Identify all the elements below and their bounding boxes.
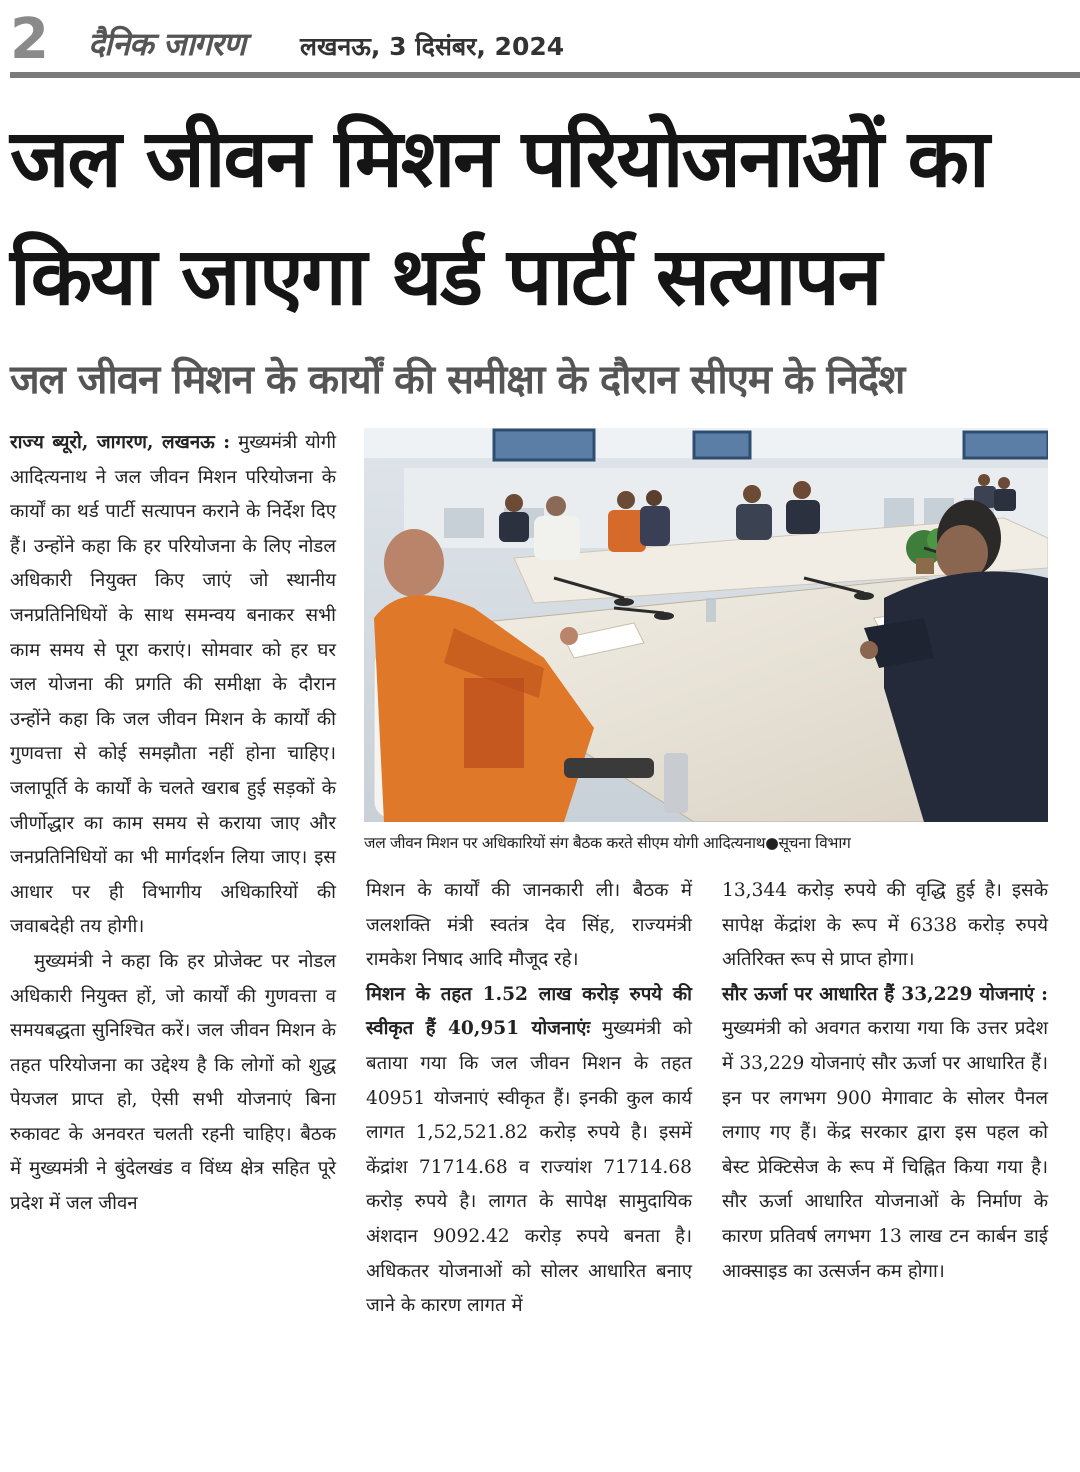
subheading-sanctioned-schemes: मिशन के तहत 1.52 लाख करोड़ रुपये की स्वीकृत हैं 40,951 योजनाएंः xyxy=(366,983,692,1040)
photo-caption: जल जीवन मिशन पर अधिकारियों संग बैठक करते सीएम योगी आदित्यनाथ●सूचना विभाग xyxy=(364,834,851,852)
masthead-rule xyxy=(10,72,1080,78)
headline-line-1: जल जीवन मिशन परियोजनाओं का xyxy=(10,112,988,205)
meeting-photo-illustration xyxy=(364,428,1048,822)
article-column-2 xyxy=(366,874,692,1324)
byline: राज्य ब्यूरो, जागरण, लखनऊ : xyxy=(10,432,231,453)
subheadline: जल जीवन मिशन के कार्यों की समीक्षा के दौरान सीएम के निर्देश xyxy=(10,357,905,403)
headline xyxy=(10,100,1070,336)
article-column-1 xyxy=(10,426,336,1222)
meeting-photo xyxy=(364,428,1048,822)
paragraph-2: मुख्यमंत्री ने कहा कि हर प्रोजेक्ट पर नोडल अधिकारी नियुक्त हों, जो कार्यों की गुणवत्ता व समयबद्धता सुनिश्चित करें। जल जीवन मिशन के तहत परियोजना का उद्देश्य है कि लोगों को शुद्ध पेयजल प्राप्त हो, ऐसी सभी योजनाएं बिना रुकावट के अनवरत चलती रहनी चाहिए। बैठक में मुख्यमंत्री ने बुंदेलखंड व विंध्य क्षेत्र सहित पूरे प्रदेश में जल जीवन xyxy=(10,950,336,1215)
page-number: 2 xyxy=(10,7,49,72)
masthead xyxy=(0,0,1080,78)
newspaper-logo: दैनिक जागरण xyxy=(88,25,246,63)
article-column-3 xyxy=(722,874,1048,1289)
paragraph-1: मुख्यमंत्री योगी आदित्यनाथ ने जल जीवन मिशन परियोजना के कार्यों का थर्ड पार्टी सत्यापन कराने के निर्देश दिए हैं। उन्होंने कहा कि हर परियोजना के लिए नोडल अधिकारी नियुक्त किए जाएं जो स्थानीय जनप्रतिनिधियों के साथ समन्वय बनाकर सभी काम समय से पूरा कराएं। सोमवार को हर घर जल योजना की प्रगति की समीक्षा के दौरान उन्होंने कहा कि जल जीवन मिशन के कार्यों की गुणवत्ता से कोई समझौता नहीं होना चाहिए। जलापूर्ति के कार्यों के चलते खराब हुई सड़कों के जीर्णोद्धार का काम समय से कराया जाए और जनप्रतिनिधियों का भी मार्गदर्शन लिया जाए। इस आधार पर ही विभागीय अधिकारियों की जवाबदेही तय होगी। xyxy=(10,432,337,938)
paragraph-3: मिशन के कार्यों की जानकारी ली। बैठक में जलशक्ति मंत्री स्वतंत्र देव सिंह, राज्यमंत्री रामकेश निषाद आदि मौजूद रहे। xyxy=(366,880,692,971)
subheading-solar-schemes: सौर ऊर्जा पर आधारित हैं 33,229 योजनाएं : xyxy=(722,983,1048,1005)
dateline: लखनऊ, 3 दिसंबर, 2024 xyxy=(300,32,565,61)
paragraph-5: 13,344 करोड़ रुपये की वृद्धि हुई है। इसके सापेक्ष केंद्रांश के रूप में 6338 करोड़ रुपये अतिरिक्त रूप से प्राप्त होगा। xyxy=(722,880,1048,971)
paragraph-4: मुख्यमंत्री को बताया गया कि जल जीवन मिशन के तहत 40951 योजनाएं स्वीकृत हैं। इनकी कुल कार्य लागत 1,52,521.82 करोड़ रुपये है। इसमें केंद्रांश 71714.68 व राज्यांश 71714.68 करोड़ रुपये है। लागत के सापेक्ष सामुदायिक अंशदान 9092.42 करोड़ रुपये बनता है। अधिकतर योजनाओं को सोलर आधारित बनाए जाने के कारण लागत में xyxy=(366,1018,692,1317)
headline-line-2: किया जाएगा थर्ड पार्टी सत्यापन xyxy=(10,230,881,323)
paragraph-6: मुख्यमंत्री को अवगत कराया गया कि उत्तर प्रदेश में 33,229 योजनाएं सौर ऊर्जा पर आधारित हैं। इन पर लगभग 900 मेगावाट के सोलर पैनल लगाए गए हैं। केंद्र सरकार द्वारा इस पहल को बेस्ट प्रेक्टिसेज के रूप में चिह्नित किया गया है। सौर ऊर्जा आधारित योजनाओं के निर्माण के कारण प्रतिवर्ष लगभग 13 लाख टन कार्बन डाई आक्साइड का उत्सर्जन कम होगा। xyxy=(722,1018,1048,1282)
